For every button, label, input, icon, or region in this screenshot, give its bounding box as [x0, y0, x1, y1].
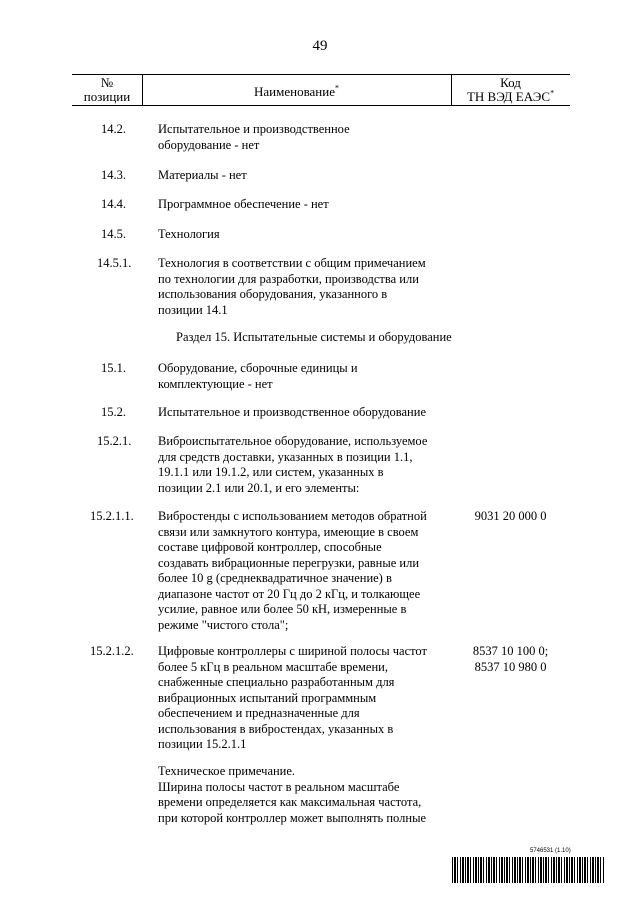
row-text: [158, 197, 329, 213]
header-number-column: [72, 76, 142, 104]
row-text-line: оборудование - нет: [158, 137, 260, 152]
technical-note-line: Ширина полосы частот в реальном масштабе: [158, 779, 400, 794]
row-code: [451, 644, 570, 675]
row-text: [158, 509, 427, 633]
row-text-line: по технологии для разработки, производства или: [158, 271, 419, 286]
row-number: 15.2.1.: [97, 434, 132, 448]
header-bottom-rule: [72, 105, 570, 106]
header-code-sublabel: ТН ВЭД ЕАЭС*: [466, 88, 555, 104]
row-text-line: комплектующие - нет: [158, 376, 273, 391]
row-text-line: для средств доставки, указанных в позиции 1.1,: [158, 449, 413, 464]
row-number: 15.2.: [101, 405, 126, 419]
row-number: 14.5.1.: [97, 256, 132, 270]
row-number: 15.1.: [101, 361, 126, 375]
row-text-line: Вибростенды с использованием методов обратной: [158, 509, 427, 523]
row-text-line: Оборудование, сборочные единицы и: [158, 361, 358, 375]
row-number: 14.2.: [101, 122, 126, 136]
row-code-line: 8537 10 100 0;: [472, 644, 549, 658]
row-text-line: Виброиспытательное оборудование, используемое: [158, 434, 428, 448]
row-text-line: Технология: [158, 227, 220, 241]
row-code: [451, 509, 570, 525]
header-name-column: [142, 85, 451, 99]
page-number: 49: [312, 38, 328, 54]
row-text-line: усилие, равное или более 50 кН, измеренные в: [158, 602, 407, 616]
row-number: 14.5.: [101, 227, 126, 241]
row-text-line: режиме "чистого стола";: [158, 617, 289, 632]
row-text-line: снабженные специально разработанным для: [158, 675, 395, 689]
row-text-line: Испытательное и производственное оборудование: [158, 405, 426, 419]
header-number-symbol: №: [100, 75, 114, 90]
row-text-line: более 10 g (среднеквадратичное значение) в: [158, 571, 392, 585]
row-text: [158, 256, 426, 318]
technical-note-line: при которой контроллер может выполнять полные: [158, 810, 427, 825]
row-text-line: использования в вибростендах, указанных в: [158, 721, 394, 736]
row-number: 15.2.1.1.: [90, 509, 134, 523]
row-text: [158, 405, 426, 421]
row-text-line: Программное обеспечение - нет: [158, 197, 329, 211]
header-name-footnote-mark: *: [335, 83, 339, 93]
row-text-line: составе цифровой контроллер, способные: [158, 540, 382, 554]
row-text: [158, 227, 220, 243]
header-code-column: [451, 76, 570, 104]
row-number: 15.2.1.2.: [90, 644, 134, 658]
technical-note-title: Техническое примечание.: [158, 764, 296, 778]
row-text-line: позиции 2.1 или 20.1, и его элементы:: [158, 480, 360, 495]
header-code-label: Код: [500, 75, 521, 90]
row-text-line: позиции 15.2.1.1: [158, 737, 247, 751]
row-text: [158, 361, 358, 392]
row-text-line: Цифровые контроллеры с шириной полосы частот: [158, 644, 427, 658]
row-code-line: 9031 20 000 0: [474, 509, 547, 523]
row-text-line: более 5 кГц в реальном масштабе времени,: [158, 659, 388, 674]
barcode: [452, 857, 604, 883]
row-text: [158, 434, 427, 496]
row-text-line: создавать вибрационные перегрузки, равные или: [158, 555, 420, 570]
header-top-rule: [72, 74, 570, 75]
row-text-line: связи или замкнутого контура, имеющие в своем: [158, 524, 419, 539]
section-heading: Раздел 15. Испытательные системы и оборудование: [176, 330, 452, 344]
technical-note-line: времени определяется как максимальная частота,: [158, 795, 422, 809]
row-text-line: позиции 14.1: [158, 302, 228, 317]
header-code-footnote-mark: *: [550, 88, 555, 98]
row-text: [158, 122, 350, 153]
row-text-line: вибрационных испытаний программным: [158, 690, 377, 705]
header-number-label: позиции: [83, 89, 131, 104]
technical-note: [158, 764, 426, 826]
row-text-line: использования оборудования, указанного в: [158, 287, 388, 301]
row-text-line: Материалы - нет: [158, 168, 247, 182]
barcode-label: 5746531 (1.10): [530, 848, 571, 854]
row-number: 14.4.: [101, 197, 126, 211]
row-text-line: Испытательное и производственное: [158, 122, 350, 136]
row-text: [158, 644, 427, 753]
header-name-label: Наименование: [254, 84, 335, 99]
row-text: [158, 168, 247, 184]
row-text-line: обеспечением и предназначенные для: [158, 706, 360, 720]
row-text-line: Технология в соответствии с общим примечанием: [158, 256, 426, 270]
row-text-line: 19.1.1 или 19.1.2, или систем, указанных в: [158, 465, 384, 479]
row-number: 14.3.: [101, 168, 126, 182]
row-code-line: 8537 10 980 0: [474, 659, 547, 674]
row-text-line: диапазоне частот от 20 Гц до 2 кГц, и толкающее: [158, 586, 421, 601]
